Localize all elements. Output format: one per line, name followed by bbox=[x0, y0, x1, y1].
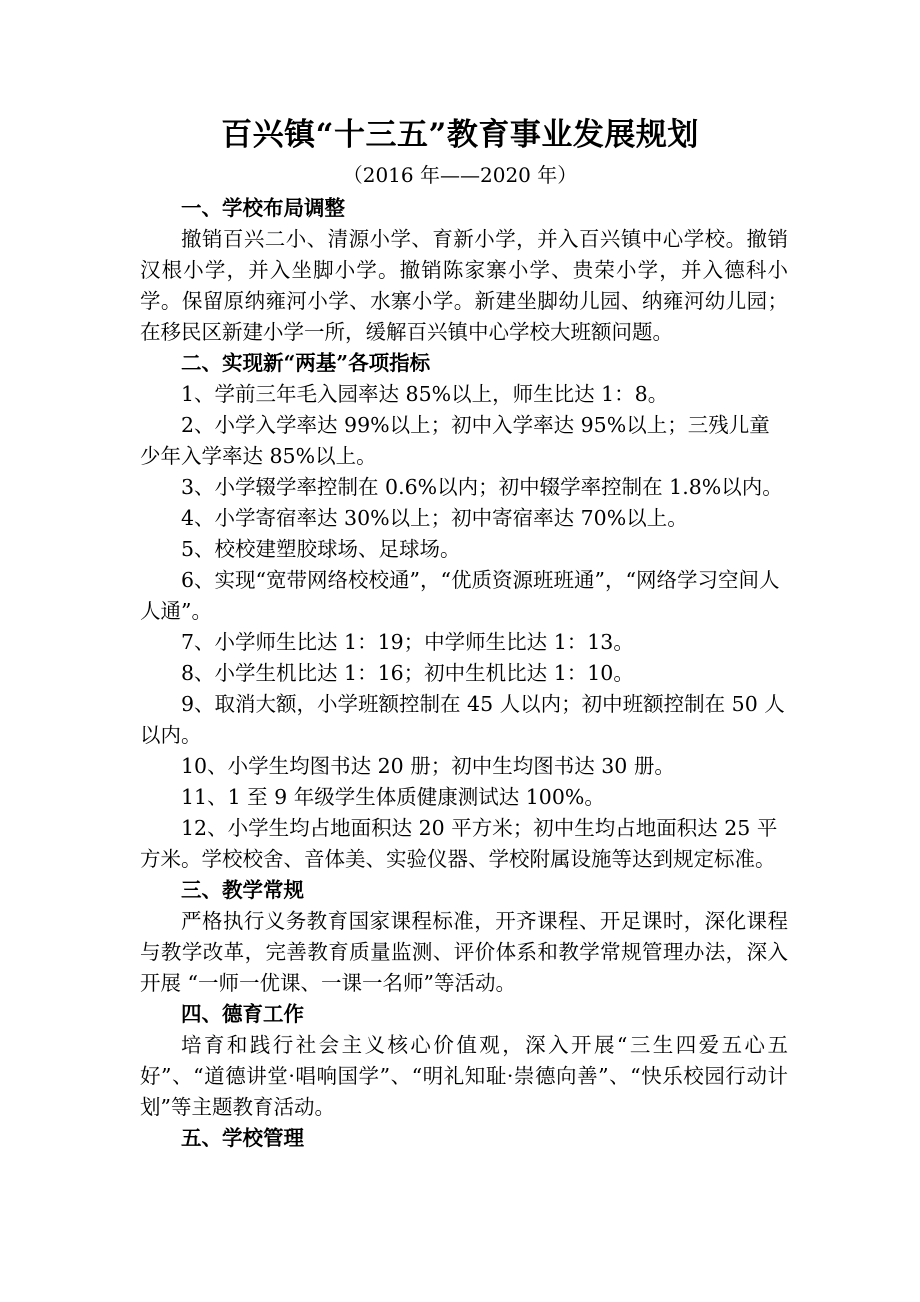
paragraph: 严格执行义务教育国家课程标准，开齐课程、开足课时，深化课程与教学改革，完善教育质量监测、评价体系和教学常规管理办法，深入开展 “一师一优课、一课一名师”等活动。 bbox=[140, 909, 788, 995]
section-heading: 二、实现新“两基”各项指标 bbox=[181, 351, 431, 375]
paragraph: 撤销百兴二小、清源小学、育新小学，并入百兴镇中心学校。撤销汉根小学，并入坐脚小学。撤销陈家寨小学、贵荣小学，并入德科小学。保留原纳雍河小学、水寨小学。新建坐脚幼儿园、纳雍河幼儿园；在移民区新建小学一所，缓解百兴镇中心学校大班额问题。 bbox=[140, 227, 788, 344]
list-item: 1、学前三年毛入园率达 85%以上，师生比达 1：8。 bbox=[181, 382, 669, 406]
list-item: 2、小学入学率达 99%以上；初中入学率达 95%以上；三残儿童少年入学率达 85%以上。 bbox=[140, 413, 770, 468]
section-heading: 五、学校管理 bbox=[181, 1126, 304, 1150]
list-item: 5、校校建塑胶球场、足球场。 bbox=[181, 537, 461, 561]
list-item: 7、小学师生比达 1：19；中学师生比达 1：13。 bbox=[181, 630, 634, 654]
document-title: 百兴镇“十三五”教育事业发展规划 bbox=[221, 117, 699, 153]
section-heading: 四、德育工作 bbox=[181, 1002, 304, 1026]
list-item: 8、小学生机比达 1：16；初中生机比达 1：10。 bbox=[181, 661, 634, 685]
section-heading: 一、学校布局调整 bbox=[181, 196, 345, 220]
list-item: 3、小学辍学率控制在 0.6%以内；初中辍学率控制在 1.8%以内。 bbox=[181, 475, 783, 499]
section-heading: 三、教学常规 bbox=[181, 878, 304, 902]
list-item: 10、小学生均图书达 20 册；初中生均图书达 30 册。 bbox=[181, 754, 675, 778]
document-body bbox=[140, 193, 788, 1154]
list-item: 6、实现“宽带网络校校通”，“优质资源班班通”，“网络学习空间人人通”。 bbox=[140, 568, 780, 623]
list-item: 11、1 至 9 年级学生体质健康测试达 100%。 bbox=[181, 785, 605, 809]
list-item: 4、小学寄宿率达 30%以上；初中寄宿率达 70%以上。 bbox=[181, 506, 688, 530]
document-subtitle: （2016 年——2020 年） bbox=[342, 163, 578, 187]
list-item: 9、取消大额，小学班额控制在 45 人以内；初中班额控制在 50 人以内。 bbox=[140, 692, 785, 747]
list-item: 12、小学生均占地面积达 20 平方米；初中生均占地面积达 25 平方米。学校校舍、音体美、实验仪器、学校附属设施等达到规定标准。 bbox=[140, 816, 778, 871]
paragraph: 培育和践行社会主义核心价值观，深入开展“三生四爱五心五好”、“道德讲堂·唱响国学”、“明礼知耻·崇德向善”、“快乐校园行动计划”等主题教育活动。 bbox=[140, 1033, 788, 1119]
